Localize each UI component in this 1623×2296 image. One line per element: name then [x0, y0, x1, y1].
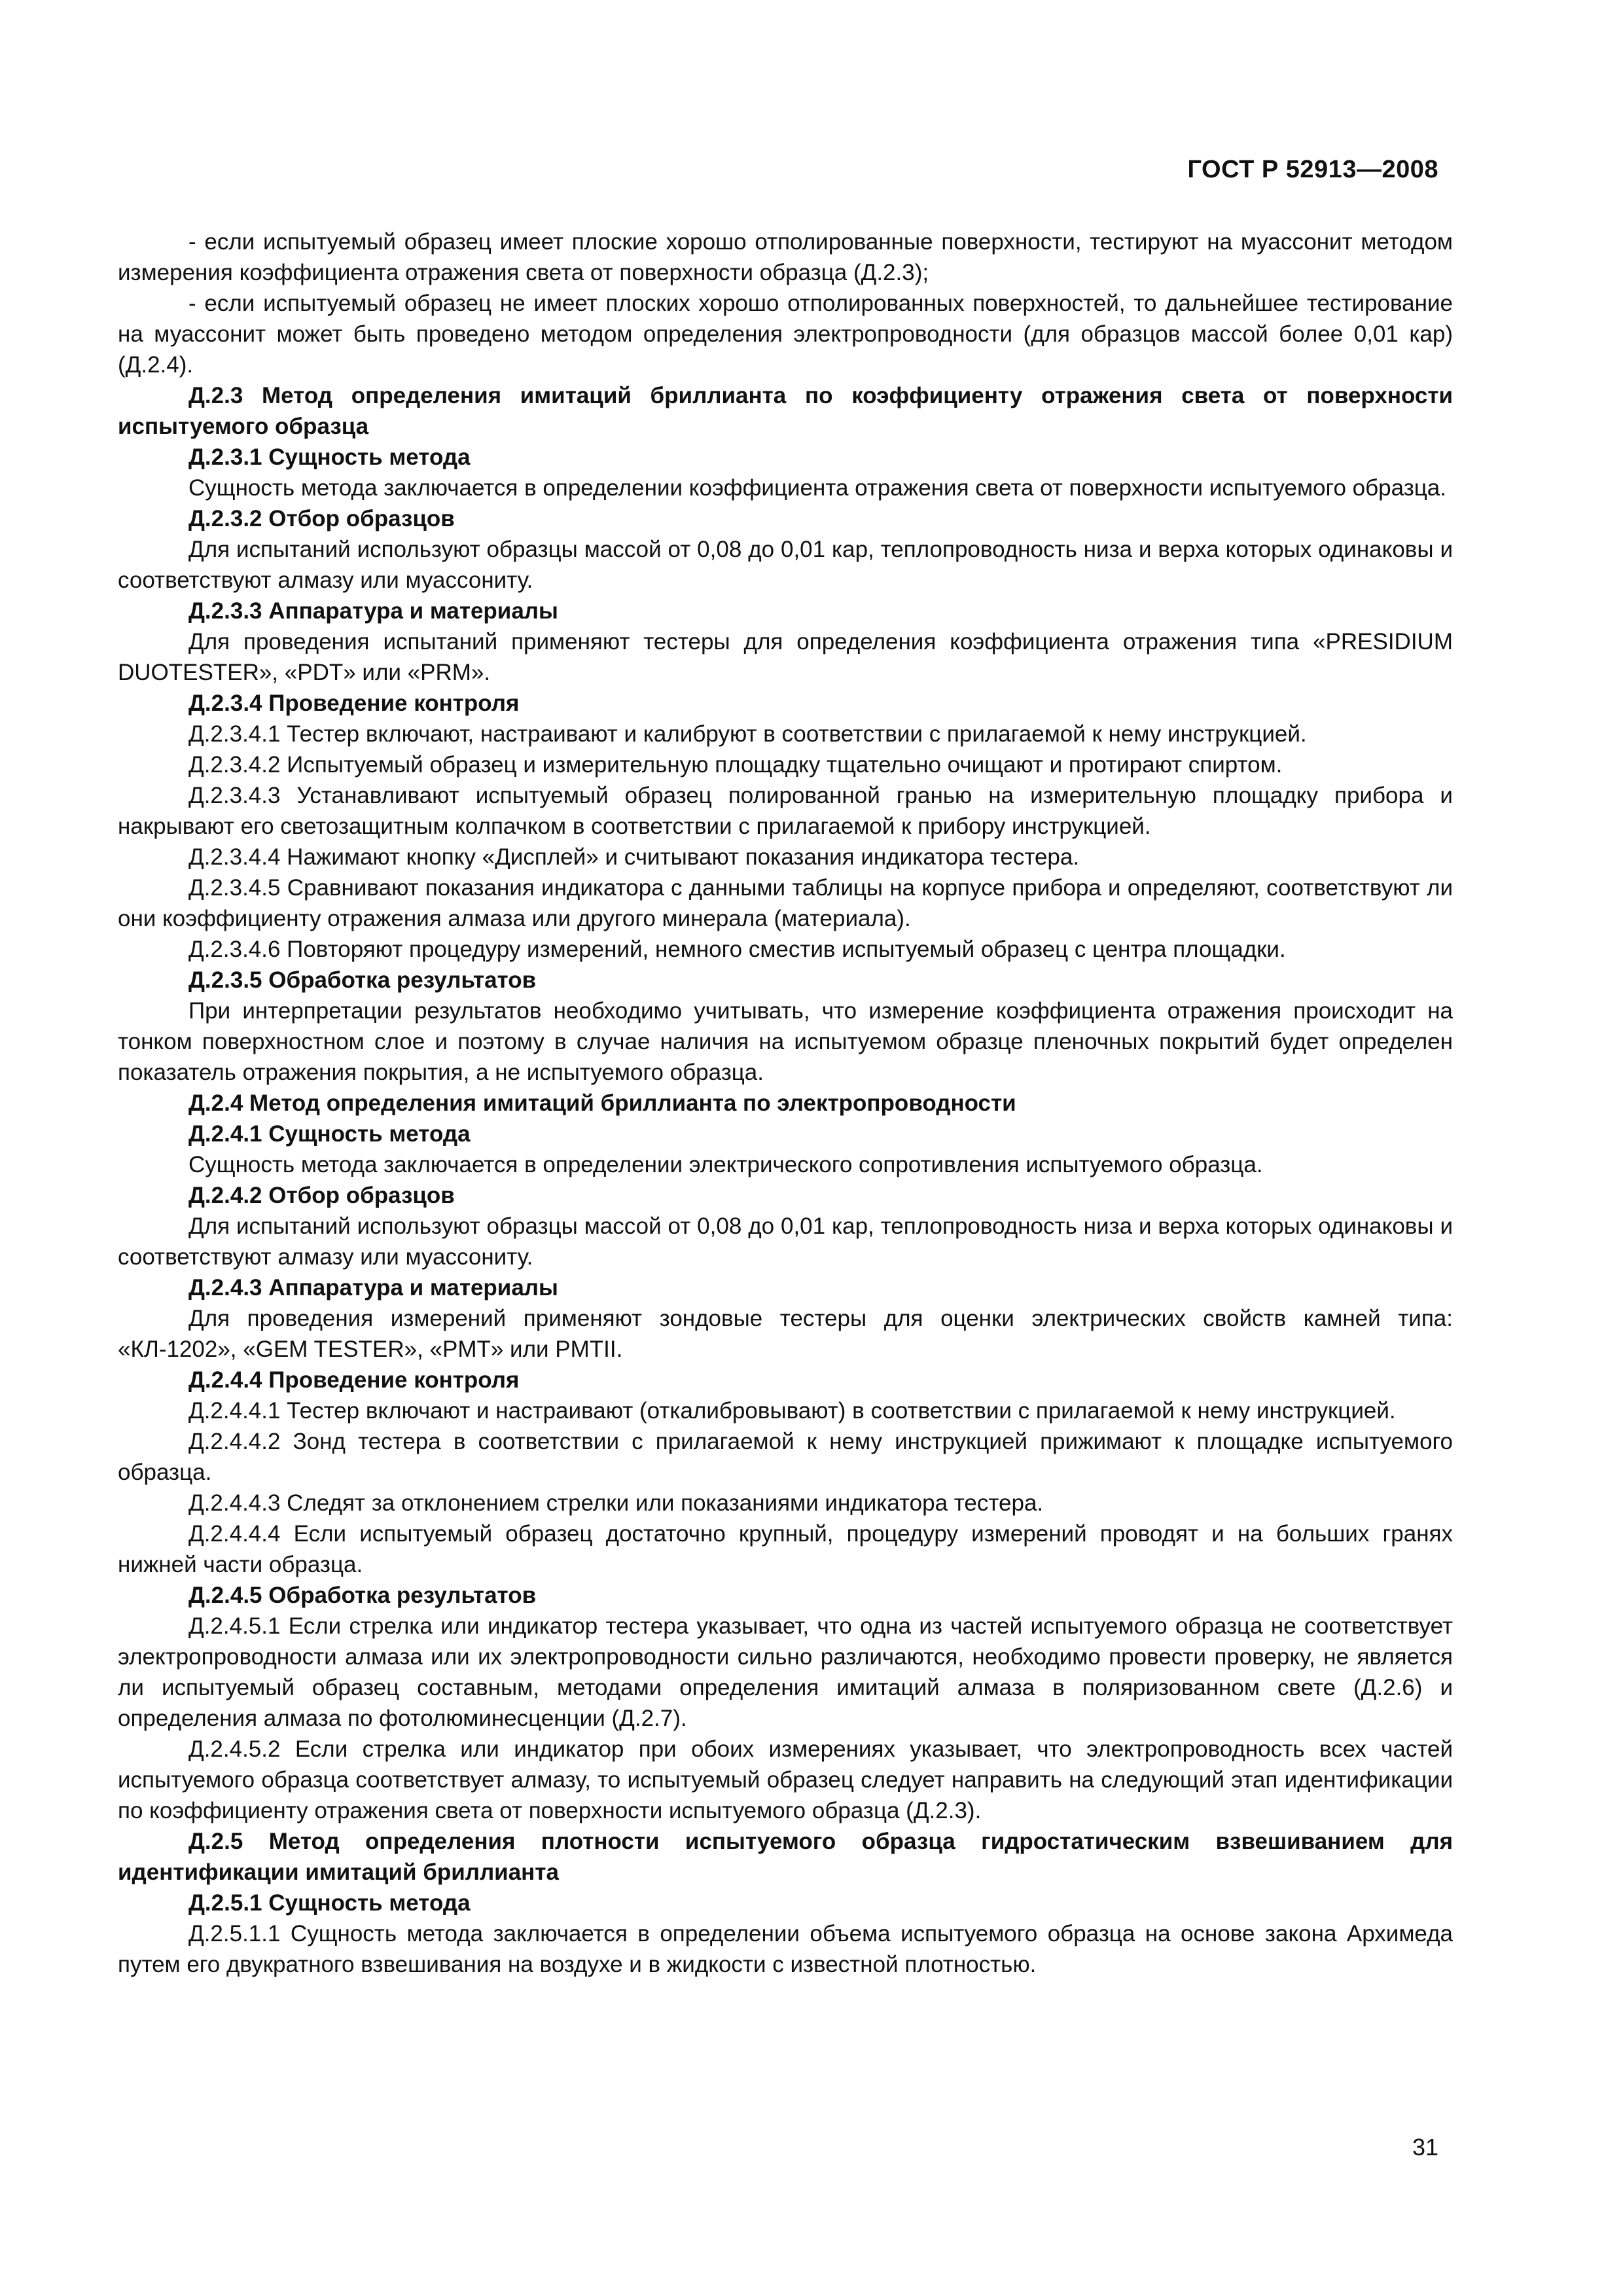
- section-heading: Д.2.4.3 Аппаратура и материалы: [188, 1275, 558, 1300]
- paragraph: Д.2.3.4.6 Повторяют процедуру измерений, немного сместив испытуемый образец с центра площадки.: [188, 937, 1286, 962]
- page-number: 31: [1412, 2134, 1438, 2161]
- paragraph: - если испытуемый образец не имеет плоских хорошо отполированных поверхностей, то дальнейшее тестирование на муассонит может быть проведено методом определения электропроводности (для образцов массой более 0,01 кар) (Д.2.4).: [118, 291, 1453, 378]
- paragraph: Д.2.3.4.2 Испытуемый образец и измерительную площадку тщательно очищают и протирают спиртом.: [188, 752, 1283, 778]
- paragraph: - если испытуемый образец имеет плоские хорошо отполированные поверхности, тестируют на муассонит методом измерения коэффициента отражения света от поверхности образца (Д.2.3);: [118, 229, 1453, 285]
- section-heading: Д.2.5.1 Сущность метода: [188, 1890, 471, 1916]
- section-heading: Д.2.3.3 Аппаратура и материалы: [188, 598, 558, 624]
- section-heading: Д.2.3 Метод определения имитаций бриллианта по коэффициенту отражения света от поверхности испытуемого образца: [118, 383, 1453, 439]
- section-heading: Д.2.4 Метод определения имитаций бриллианта по электропроводности: [188, 1090, 1016, 1116]
- paragraph: Д.2.4.4.3 Следят за отклонением стрелки или показаниями индикатора тестера.: [188, 1490, 1044, 1516]
- section-heading: Д.2.3.4 Проведение контроля: [188, 691, 520, 716]
- paragraph: Для проведения измерений применяют зондовые тестеры для оценки электрических свойств камней типа: «КЛ-1202», «GEM TESTER», «PMT» или PMTII.: [118, 1306, 1453, 1362]
- paragraph: Д.2.3.4.1 Тестер включают, настраивают и калибруют в соответствии с прилагаемой к нему инструкцией.: [188, 721, 1307, 747]
- section-heading: Д.2.3.1 Сущность метода: [188, 444, 471, 470]
- paragraph: Сущность метода заключается в определении коэффициента отражения света от поверхности испытуемого образца.: [188, 475, 1446, 501]
- section-heading: Д.2.4.4 Проведение контроля: [188, 1367, 520, 1393]
- paragraph: При интерпретации результатов необходимо учитывать, что измерение коэффициента отражения происходит на тонком поверхностном слое и поэтому в случае наличия на испытуемом образце пленочных покрытий будет определен показатель отражения покрытия, а не испытуемого образца.: [118, 998, 1453, 1085]
- paragraph: Д.2.3.4.3 Устанавливают испытуемый образец полированной гранью на измерительную площадку прибора и накрывают его светозащитным колпачком в соответствии с прилагаемой к прибору инструкцией.: [118, 783, 1453, 839]
- document-body: [118, 226, 1453, 1980]
- section-heading: Д.2.4.2 Отбор образцов: [188, 1183, 455, 1208]
- paragraph: Д.2.3.4.5 Сравнивают показания индикатора с данными таблицы на корпусе прибора и определяют, соответствуют ли они коэффициенту отражения алмаза или другого минерала (материала).: [118, 875, 1453, 931]
- paragraph: Д.2.4.5.1 Если стрелка или индикатор тестера указывает, что одна из частей испытуемого образца не соответствует электропроводности алмаза или их электропроводности сильно различаются, необходимо провести проверку, не является ли испытуемый образец составным, методами определения имитаций алмаза в поляризованном свете (Д.2.6) и определения алмаза по фотолюминесценции (Д.2.7).: [118, 1613, 1453, 1731]
- paragraph: Д.2.4.4.2 Зонд тестера в соответствии с прилагаемой к нему инструкцией прижимают к площадке испытуемого образца.: [118, 1429, 1453, 1485]
- section-heading: Д.2.3.5 Обработка результатов: [188, 967, 537, 993]
- paragraph: Д.2.5.1.1 Сущность метода заключается в определении объема испытуемого образца на основе закона Архимеда путем его двукратного взвешивания на воздухе и в жидкости с известной плотностью.: [118, 1921, 1453, 1977]
- section-heading: Д.2.3.2 Отбор образцов: [188, 506, 455, 531]
- paragraph: Для испытаний используют образцы массой от 0,08 до 0,01 кар, теплопроводность низа и верха которых одинаковы и соответствуют алмазу или муассониту.: [118, 1213, 1453, 1270]
- paragraph: Д.2.4.4.4 Если испытуемый образец достаточно крупный, процедуру измерений проводят и на больших гранях нижней части образца.: [118, 1521, 1453, 1577]
- section-heading: Д.2.5 Метод определения плотности испытуемого образца гидростатическим взвешиванием для идентификации имитаций бриллианта: [118, 1829, 1453, 1885]
- section-heading: Д.2.4.5 Обработка результатов: [188, 1583, 537, 1608]
- section-heading: Д.2.4.1 Сущность метода: [188, 1121, 471, 1147]
- paragraph: Для испытаний используют образцы массой от 0,08 до 0,01 кар, теплопроводность низа и верха которых одинаковы и соответствуют алмазу или муассониту.: [118, 537, 1453, 593]
- document-standard-number: ГОСТ Р 52913—2008: [1187, 156, 1438, 183]
- paragraph: Д.2.3.4.4 Нажимают кнопку «Дисплей» и считывают показания индикатора тестера.: [188, 844, 1080, 870]
- paragraph: Для проведения испытаний применяют тестеры для определения коэффициента отражения типа «PRESIDIUM DUOTESTER», «PDT» или «PRM».: [118, 629, 1453, 685]
- paragraph: Сущность метода заключается в определении электрического сопротивления испытуемого образца.: [188, 1152, 1263, 1177]
- paragraph: Д.2.4.4.1 Тестер включают и настраивают (откалибровывают) в соответствии с прилагаемой к нему инструкцией.: [188, 1398, 1396, 1424]
- paragraph: Д.2.4.5.2 Если стрелка или индикатор при обоих измерениях указывает, что электропроводность всех частей испытуемого образца соответствует алмазу, то испытуемый образец следует направить на следующий этап идентификации по коэффициенту отражения света от поверхности испытуемого образца (Д.2.3).: [118, 1736, 1453, 1823]
